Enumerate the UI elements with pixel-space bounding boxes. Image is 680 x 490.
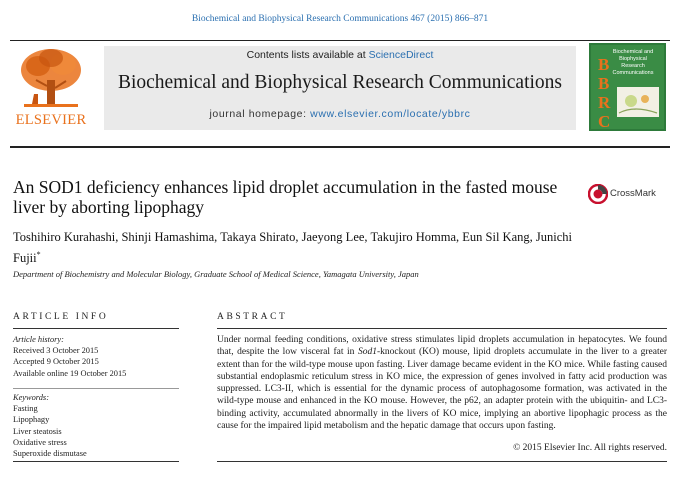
homepage-prefix: journal homepage:	[209, 108, 311, 120]
cover-title-line-2: Biophysical	[619, 56, 647, 62]
abstract-rule-bottom	[217, 461, 667, 462]
journal-citation[interactable]: Biochemical and Biophysical Research Communications 467 (2015) 866–871	[191, 14, 489, 24]
keyword-item: Lipophagy	[13, 415, 50, 425]
crossmark-icon	[588, 184, 608, 204]
homepage-link[interactable]: www.elsevier.com/locate/ybbrc	[310, 108, 471, 120]
copyright-notice: © 2015 Elsevier Inc. All rights reserved.	[513, 443, 667, 453]
header-bottom-rule	[10, 146, 670, 148]
article-info-heading: ARTICLE INFO	[13, 312, 109, 322]
article-info-bottom-rule	[13, 461, 179, 462]
contents-prefix: Contents lists available at	[246, 49, 369, 61]
corresponding-author-mark[interactable]: *	[36, 250, 41, 259]
abstract-text	[217, 334, 667, 432]
cover-monogram-b2: B	[598, 74, 610, 93]
abstract-heading: ABSTRACT	[217, 312, 288, 322]
cover-monogram-b1: B	[598, 55, 610, 74]
keyword-item: Fasting	[13, 404, 38, 414]
contents-line	[104, 49, 576, 61]
history-accepted: Accepted 9 October 2015	[13, 357, 99, 367]
author-affiliation: Department of Biochemistry and Molecular Biology, Graduate School of Medical Science, Yamagata University, Japan	[13, 269, 419, 279]
history-received: Received 3 October 2015	[13, 346, 99, 356]
abstract-part-2: -knockout (KO) mouse, lipid droplets accumulate in the liver to a greater extent than for the wild-type mouse upon fasting. Liver damage became evident in the KO mice. While fasting caused substantial endoplasmic reticulum stress in KO mice, the expression of genes involved in fatty acid production was suppressed. LC3-II, which is essential for the dynamic process of autophagosome formation, was activated in the wild-type mouse and enhanced in the KO mouse. However, the p62, an adapter protein with the ubiquitin- and LC3-binding activity, accumulated abnormally in the livers of KO mice, implying an abortive lipophagic process as the cause for the impaired lipid metabolism and the hepatic damage that occurs upon fasting.	[217, 347, 667, 432]
journal-cover-image[interactable]	[589, 43, 666, 131]
article-title: An SOD1 deficiency enhances lipid droplet accumulation in the fasted mouse liver by aborting lipophagy	[13, 177, 558, 217]
cover-title-line-3: Research	[621, 63, 645, 69]
keyword-item: Liver steatosis	[13, 426, 62, 436]
article-history	[13, 334, 183, 379]
cover-monogram-r: R	[598, 93, 611, 112]
history-online: Available online 19 October 2015	[13, 368, 127, 378]
elsevier-wordmark: ELSEVIER	[15, 112, 87, 128]
cover-title-line-1: Biochemical and	[612, 49, 654, 55]
journal-banner	[104, 46, 576, 130]
cover-title-line-4: Communications	[612, 70, 654, 76]
history-heading: Article history:	[13, 335, 64, 344]
abstract-rule-top	[217, 328, 667, 329]
elsevier-tree-icon	[18, 46, 84, 110]
abstract-gene-name: Sod1	[357, 347, 377, 358]
keywords-divider	[13, 388, 179, 389]
journal-homepage	[104, 108, 576, 120]
keywords-heading: Keywords:	[13, 393, 49, 402]
article-info-rule	[13, 328, 179, 329]
elsevier-logo[interactable]	[12, 46, 90, 132]
header-top-rule	[10, 40, 670, 41]
keyword-item: Oxidative stress	[13, 437, 67, 447]
sciencedirect-link[interactable]: ScienceDirect	[368, 49, 434, 61]
cover-monogram-c: C	[598, 112, 611, 131]
author-names[interactable]: Toshihiro Kurahashi, Shinji Hamashima, Takaya Shirato, Jaeyong Lee, Takujiro Homma, Eun Sil Kang, Junichi Fujii	[13, 230, 572, 266]
crossmark-label: CrossMark	[610, 188, 656, 199]
keywords	[13, 392, 183, 459]
crossmark-badge[interactable]	[588, 182, 672, 206]
journal-name: Biochemical and Biophysical Research Communications	[117, 72, 563, 93]
abstract-part-1: Under normal feeding conditions, oxidative stress stimulates lipid droplets accumulation in hepatocytes. We found that, despite the low visceral fat in	[217, 335, 667, 358]
author-list	[13, 229, 573, 267]
keyword-item: Superoxide dismutase	[13, 449, 87, 459]
